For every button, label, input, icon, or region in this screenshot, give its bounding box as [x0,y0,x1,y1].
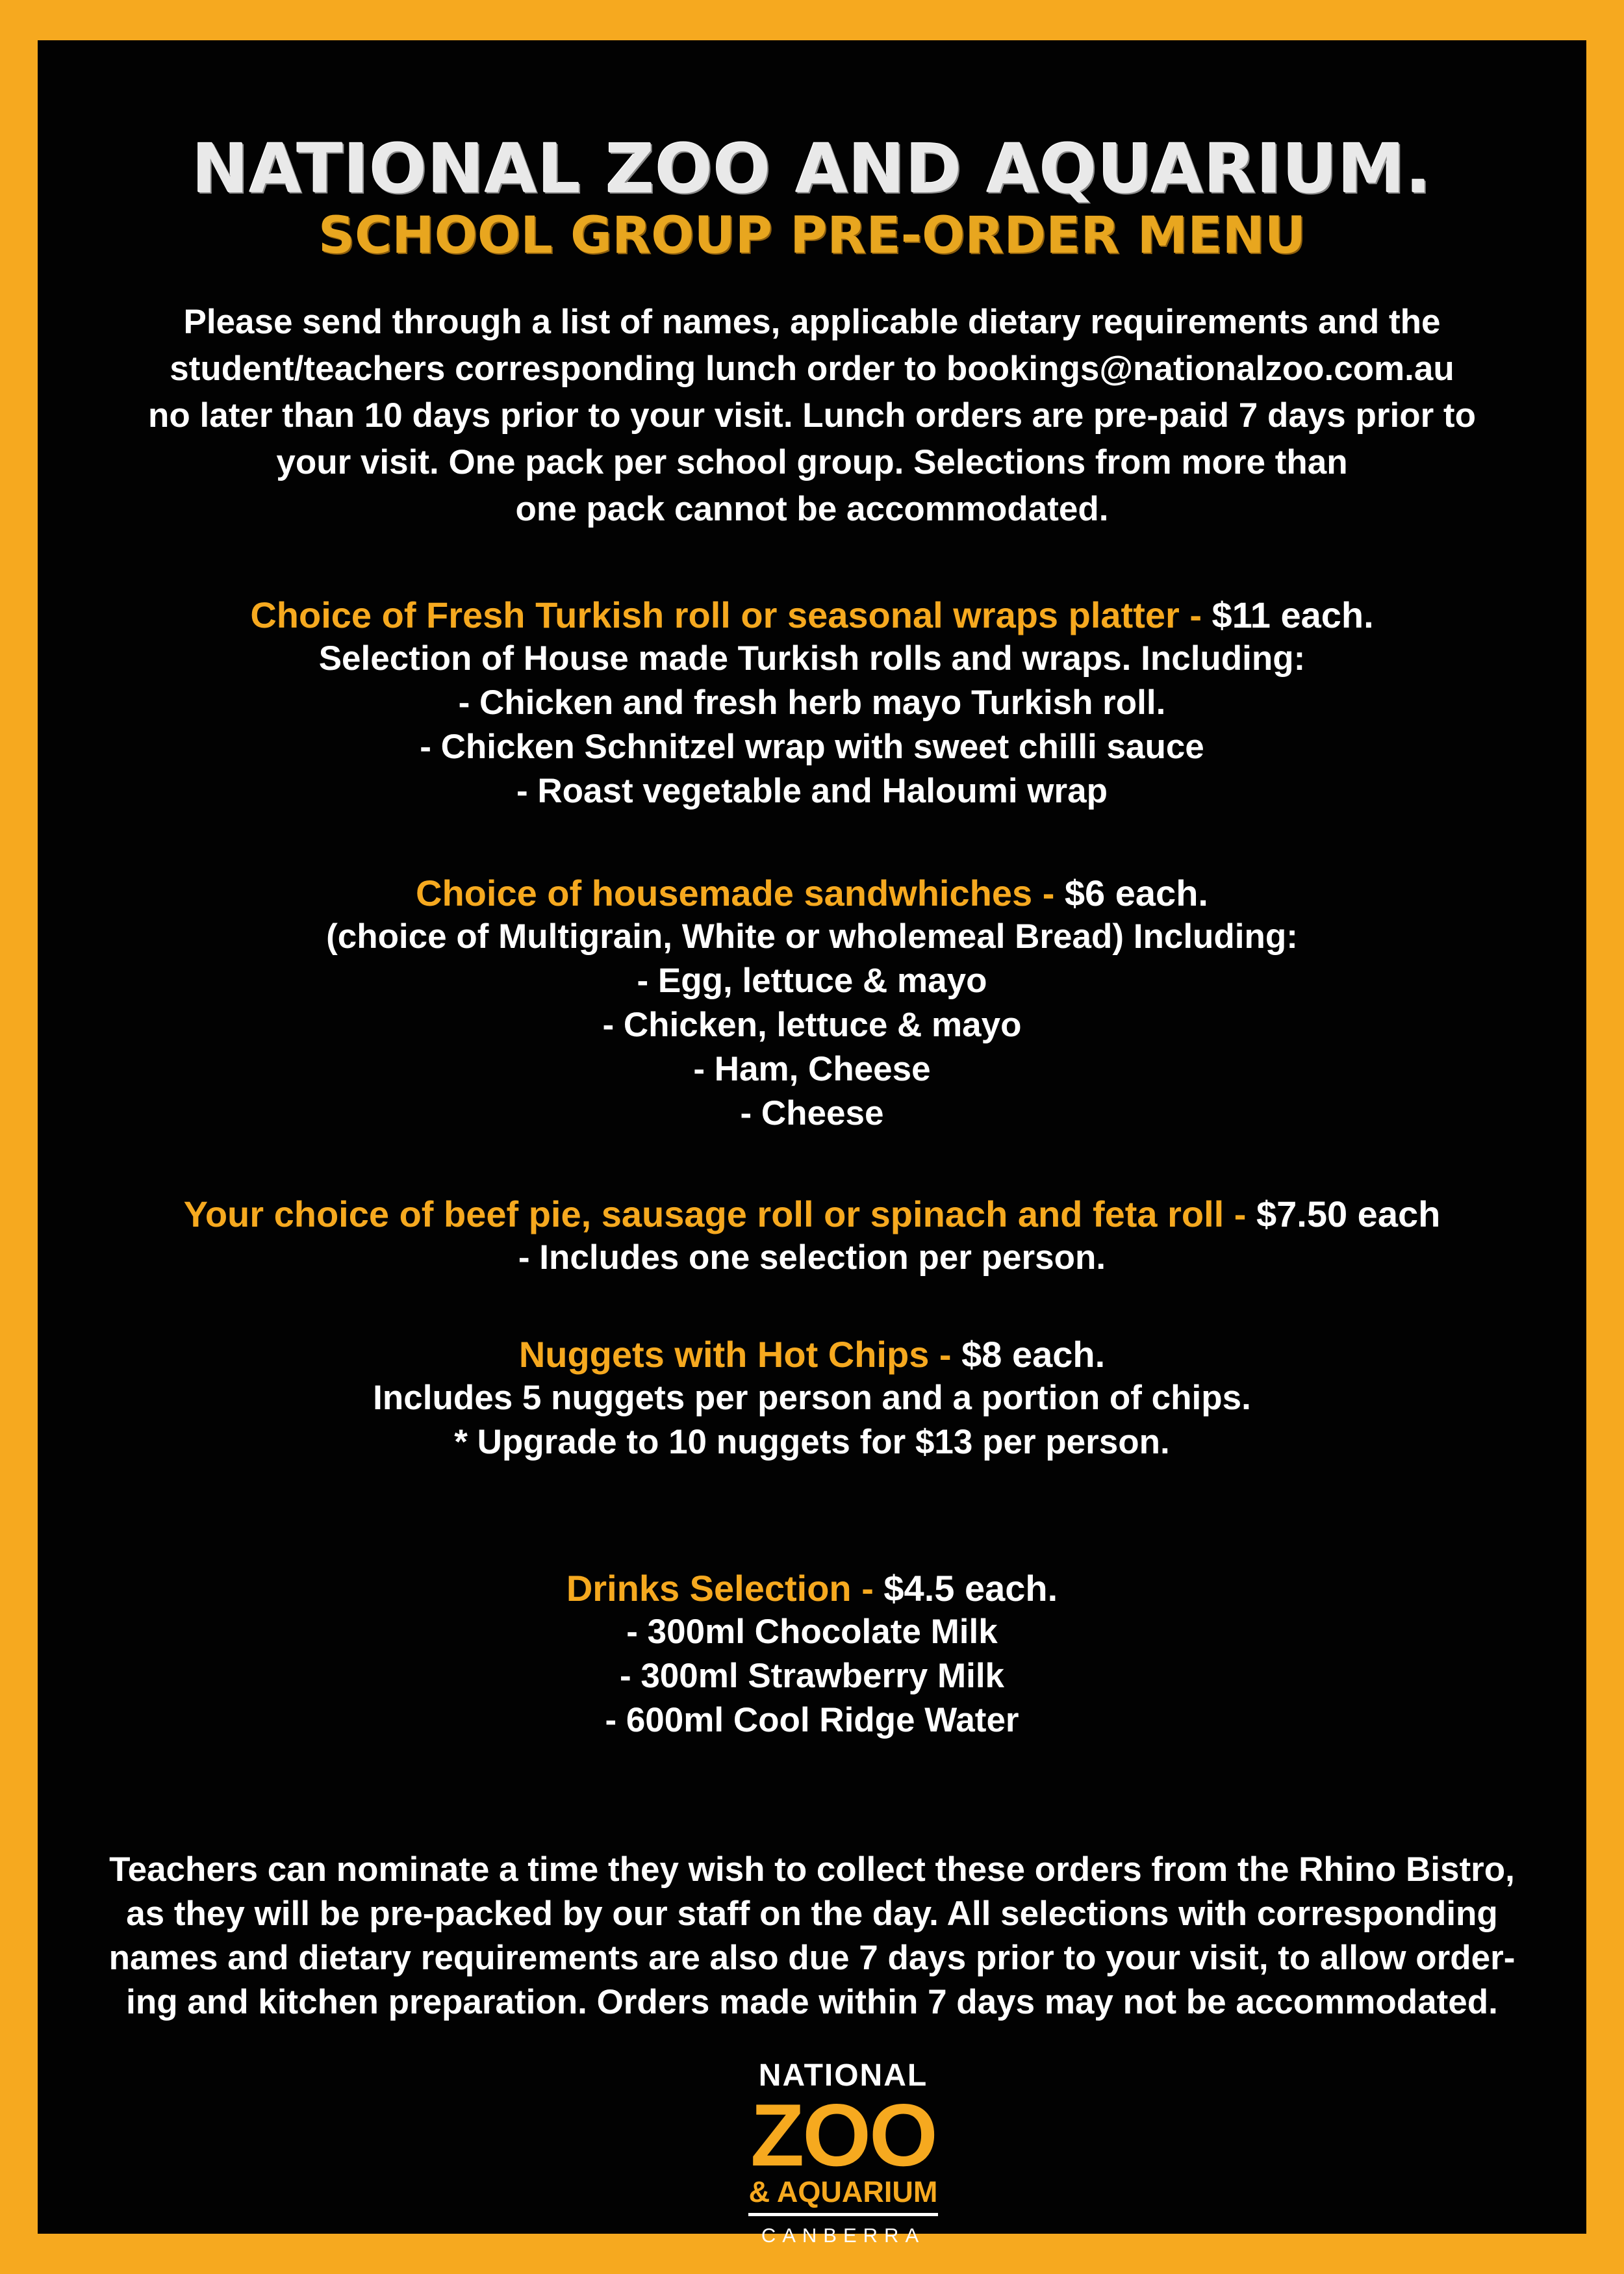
footer-line: as they will be pre-packed by our staff on the day. All selections with corresponding [126,1895,1498,1933]
intro-line: student/teachers corresponding lunch order to bookings@nationalzoo.com.au [170,350,1454,388]
zoo-logo [746,2058,941,2247]
section-line: - Cheese [740,1094,884,1132]
page-subtitle: SCHOOL GROUP PRE-ORDER MENU [318,206,1306,265]
section-line: Selection of House made Turkish rolls and wraps. Including: [318,639,1306,678]
section-line: Includes 5 nuggets per person and a portion of chips. [373,1379,1251,1417]
section-name: Drinks Selection - [566,1568,884,1609]
section-heading [38,1189,1586,1240]
intro-paragraph [51,299,1573,533]
section-line: - 600ml Cool Ridge Water [605,1701,1019,1739]
section-line: - Includes one selection per person. [518,1238,1106,1277]
section-line: - Roast vegetable and Haloumi wrap [516,772,1108,810]
intro-line: Please send through a list of names, applicable dietary requirements and the [183,303,1441,341]
section-price: $11 each. [1212,594,1374,635]
menu-section-drinks [38,1563,1586,1743]
section-line: - Ham, Cheese [693,1050,931,1088]
section-name: Choice of housemade sandwhiches - [416,873,1065,913]
section-heading [38,1329,1586,1380]
intro-line: one pack cannot be accommodated. [515,490,1109,528]
menu-section-turkish-rolls [38,590,1586,813]
logo-city-text: CANBERRA [761,2224,926,2247]
section-line: * Upgrade to 10 nuggets for $13 per person. [454,1423,1170,1461]
intro-line: no later than 10 days prior to your visit. Lunch orders are pre-paid 7 days prior to [148,396,1476,435]
collection-instructions [51,1848,1573,2025]
section-line: (choice of Multigrain, White or wholemeal Bread) Including: [326,917,1298,956]
section-line: - 300ml Strawberry Milk [619,1657,1005,1695]
logo-zoo-text: ZOO [750,2086,936,2184]
menu-section-pies [38,1189,1586,1280]
logo-aquarium-text: & AQUARIUM [748,2175,938,2208]
section-heading [38,868,1586,919]
section-heading [38,1563,1586,1614]
section-price: $6 each. [1064,873,1208,913]
footer-line: Teachers can nominate a time they wish to collect these orders from the Rhino Bistro, [109,1850,1515,1889]
section-price: $7.50 each [1256,1194,1441,1234]
section-line: - Chicken, lettuce & mayo [602,1006,1022,1044]
section-line: - 300ml Chocolate Milk [626,1613,998,1651]
intro-line: your visit. One pack per school group. Selections from more than [276,443,1348,481]
menu-panel [38,40,1586,2247]
section-line: - Chicken Schnitzel wrap with sweet chilli sauce [420,728,1204,766]
section-name: Choice of Fresh Turkish roll or seasonal wraps platter - [250,594,1212,635]
section-heading [38,590,1586,641]
footer-line: names and dietary requirements are also due 7 days prior to your visit, to allow order- [108,1939,1516,1977]
logo-divider [748,2213,938,2216]
logo-national-text: NATIONAL [758,2058,928,2093]
section-price: $4.5 each. [883,1568,1058,1609]
section-line: - Egg, lettuce & mayo [637,962,987,1000]
menu-section-nuggets [38,1329,1586,1464]
section-name: Nuggets with Hot Chips - [518,1334,962,1375]
section-price: $8 each. [961,1334,1106,1375]
page-title: NATIONAL ZOO AND AQUARIUM. [192,129,1432,209]
section-line: - Chicken and fresh herb mayo Turkish roll. [458,683,1166,722]
menu-section-sandwiches [38,868,1586,1136]
section-name: Your choice of beef pie, sausage roll or spinach and feta roll - [183,1194,1256,1234]
footer-line: ing and kitchen preparation. Orders made within 7 days may not be accommodated. [126,1983,1498,2021]
